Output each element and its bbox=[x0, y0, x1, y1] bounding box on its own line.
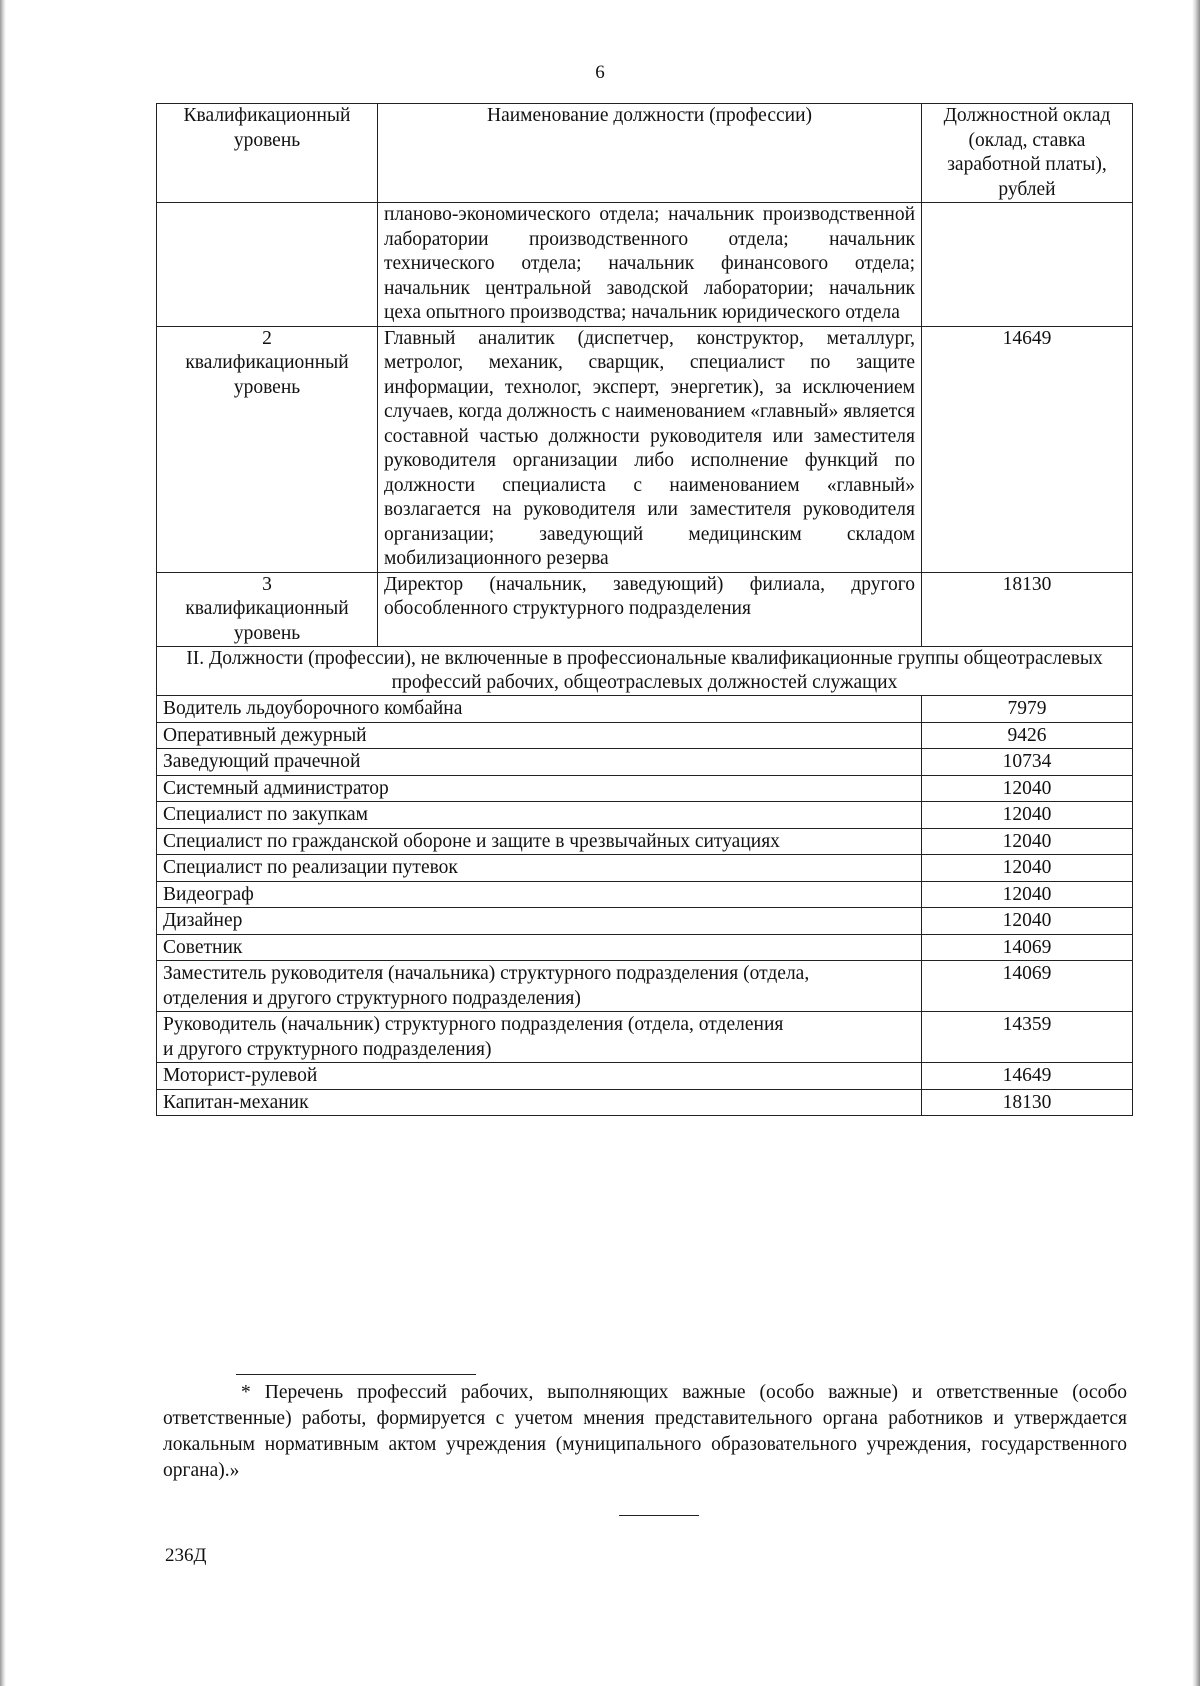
list-position-name: Моторист-рулевой bbox=[157, 1063, 922, 1090]
level-label: квалификационный уровень bbox=[185, 352, 349, 398]
table-row bbox=[157, 775, 1133, 802]
table-row bbox=[157, 855, 1133, 882]
list-salary: 14359 bbox=[922, 1012, 1133, 1063]
level-row-2 bbox=[157, 326, 1133, 572]
list-position-name: Видеограф bbox=[157, 881, 922, 908]
continued-level-cell bbox=[157, 203, 378, 327]
scan-edge-left bbox=[0, 0, 6, 1686]
level-label: квалификационный уровень bbox=[185, 598, 349, 644]
list-salary: 12040 bbox=[922, 828, 1133, 855]
document-code: 236Д bbox=[165, 1545, 207, 1566]
list-salary: 12040 bbox=[922, 775, 1133, 802]
list-position-name: Заместитель руководителя (начальника) структурного подразделения (отдела, отделения и другого структурного подразделения) bbox=[157, 961, 922, 1012]
list-position-name: Водитель льдоуборочного комбайна bbox=[157, 696, 922, 723]
list-position-name: Дизайнер bbox=[157, 908, 922, 935]
position-cell-3: Директор (начальник, заведующий) филиала, другого обособленного структурного подразделения bbox=[378, 572, 922, 647]
salary-cell-2: 14649 bbox=[922, 326, 1133, 572]
list-position-name: Оперативный дежурный bbox=[157, 722, 922, 749]
list-position-name: Специалист по реализации путевок bbox=[157, 855, 922, 882]
list-salary: 12040 bbox=[922, 881, 1133, 908]
table-row bbox=[157, 961, 1133, 1012]
list-salary: 14069 bbox=[922, 934, 1133, 961]
level-cell-3 bbox=[157, 572, 378, 647]
salary-table bbox=[156, 103, 1133, 1116]
table-row bbox=[157, 934, 1133, 961]
list-salary: 9426 bbox=[922, 722, 1133, 749]
level-cell-2 bbox=[157, 326, 378, 572]
list-salary: 12040 bbox=[922, 802, 1133, 829]
footnote-text: Перечень профессий рабочих, выполняющих важные (особо важные) и ответственные (особо ответственные) работы, формируется с учетом мнения представительного органа работников и утверждается локальным нормативным актом учреждения (муниципального образовательного учреждения, государственного органа).» bbox=[163, 1382, 1127, 1481]
header-level: Квалификационный уровень bbox=[157, 104, 378, 203]
list-position-name: Капитан-механик bbox=[157, 1089, 922, 1116]
list-position-name: Руководитель (начальник) структурного подразделения (отдела, отделения и другого структурного подразделения) bbox=[157, 1012, 922, 1063]
list-salary: 10734 bbox=[922, 749, 1133, 776]
table-row bbox=[157, 881, 1133, 908]
table-row bbox=[157, 1063, 1133, 1090]
table-header-row bbox=[157, 104, 1133, 203]
list-salary: 14069 bbox=[922, 961, 1133, 1012]
header-salary: Должностной оклад (оклад, ставка заработной платы), рублей bbox=[922, 104, 1133, 203]
scan-edge-right bbox=[1192, 0, 1200, 1686]
level-row-3 bbox=[157, 572, 1133, 647]
page-number: 6 bbox=[595, 62, 605, 83]
list-position-name: Заведующий прачечной bbox=[157, 749, 922, 776]
level-number: 2 bbox=[262, 327, 272, 349]
continued-position-cell: планово-экономического отдела; начальник производственной лаборатории производственного отдела; начальник технического отдела; начальник финансового отдела; начальник центральной заводской лаборатории; начальник цеха опытного производства; начальник юридического отдела bbox=[378, 203, 922, 327]
section-title-row bbox=[157, 647, 1133, 696]
list-salary: 18130 bbox=[922, 1089, 1133, 1116]
table-row bbox=[157, 749, 1133, 776]
table-row bbox=[157, 828, 1133, 855]
salary-cell-3: 18130 bbox=[922, 572, 1133, 647]
footnote bbox=[163, 1380, 1127, 1484]
list-position-name: Системный администратор bbox=[157, 775, 922, 802]
footnote-marker: * bbox=[241, 1382, 251, 1403]
header-position: Наименование должности (профессии) bbox=[378, 104, 922, 203]
end-separator bbox=[619, 1515, 699, 1516]
list-salary: 12040 bbox=[922, 855, 1133, 882]
continued-salary-cell bbox=[922, 203, 1133, 327]
list-position-name: Специалист по закупкам bbox=[157, 802, 922, 829]
list-salary: 14649 bbox=[922, 1063, 1133, 1090]
footnote-separator bbox=[236, 1374, 476, 1375]
list-salary: 12040 bbox=[922, 908, 1133, 935]
list-position-name: Советник bbox=[157, 934, 922, 961]
table-row bbox=[157, 908, 1133, 935]
table-row bbox=[157, 722, 1133, 749]
list-position-name: Специалист по гражданской обороне и защите в чрезвычайных ситуациях bbox=[157, 828, 922, 855]
table-row bbox=[157, 1012, 1133, 1063]
list-salary: 7979 bbox=[922, 696, 1133, 723]
table-row bbox=[157, 1089, 1133, 1116]
section-title: II. Должности (профессии), не включенные в профессиональные квалификационные группы общеотраслевых профессий рабочих, общеотраслевых должностей служащих bbox=[157, 647, 1133, 696]
table-row bbox=[157, 802, 1133, 829]
position-cell-2: Главный аналитик (диспетчер, конструктор, металлург, метролог, механик, сварщик, специалист по защите информации, технолог, эксперт, энергетик), за исключением случаев, когда должность с наименованием «главный» является составной частью должности руководителя или заместителя руководителя организации либо исполнение функций по должности специалиста с наименованием «главный» возлагается на руководителя или заместителя руководителя организации; заведующий медицинским складом мобилизационного резерва bbox=[378, 326, 922, 572]
level-number: 3 bbox=[262, 573, 272, 595]
continued-row bbox=[157, 203, 1133, 327]
table-row bbox=[157, 696, 1133, 723]
